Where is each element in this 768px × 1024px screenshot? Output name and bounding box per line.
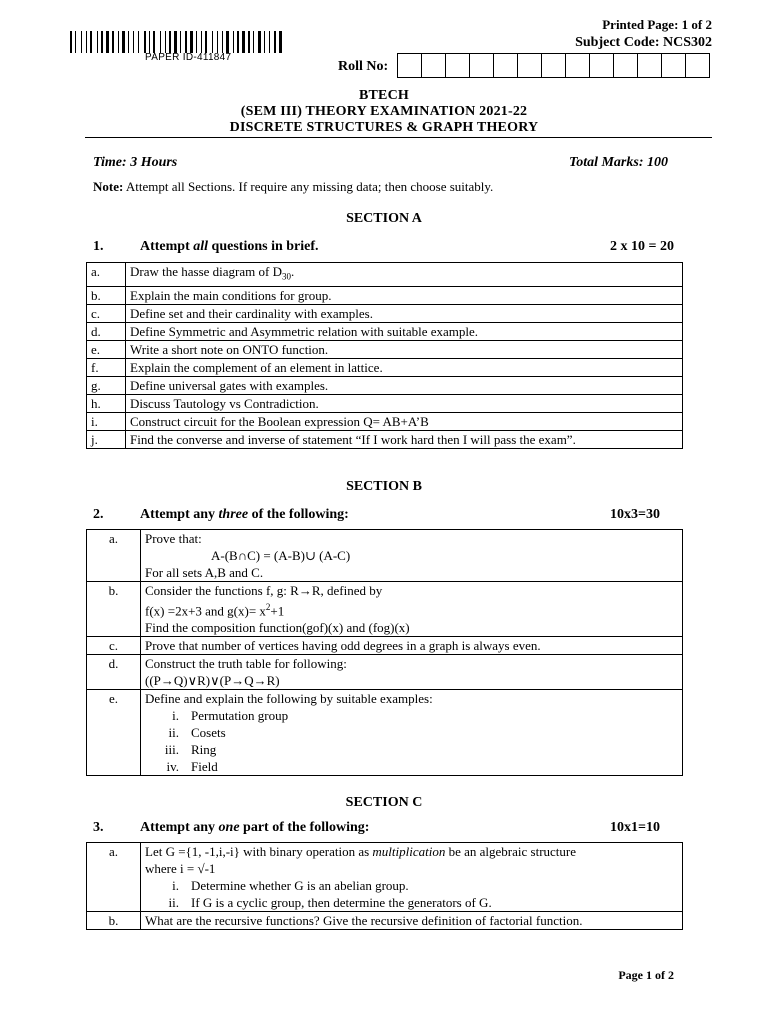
- exam-title: (SEM III) THEORY EXAMINATION 2021-22: [240, 104, 528, 119]
- printed-page: Printed Page: 1 of 2: [602, 17, 712, 32]
- question-label: c.: [87, 637, 141, 655]
- question-1-instruction: Attempt all questions in brief.: [140, 239, 319, 254]
- question-label: g.: [87, 376, 126, 394]
- question-row: [87, 340, 683, 358]
- sub-item: ii. If G is a cyclic group, then determine the generators of G.: [168, 895, 492, 910]
- question-row: [87, 263, 683, 287]
- question-label: h.: [87, 394, 126, 412]
- question-text: Construct circuit for the Boolean expression Q= AB+A’B: [126, 412, 683, 430]
- question-row: [87, 582, 683, 637]
- note: [93, 179, 493, 195]
- question-label: j.: [87, 430, 126, 448]
- question-3-number: 3.: [93, 820, 104, 835]
- question-row: [87, 358, 683, 376]
- question-text: Define Symmetric and Asymmetric relation with suitable example.: [126, 322, 683, 340]
- question-label: e.: [87, 340, 126, 358]
- sub-item: i. Permutation group: [172, 708, 289, 724]
- page-footer: Page 1 of 2: [618, 968, 674, 982]
- question-label: a.: [87, 530, 141, 582]
- question-3-marks: 10x1=10: [610, 820, 660, 835]
- title-divider: [85, 137, 712, 138]
- question-label: a.: [87, 263, 126, 287]
- question-row: [87, 690, 683, 776]
- question-text: Let G ={1, -1,i,-i} with binary operation as multiplication be an algebraic structure where i = √-1 i. Determine whether G is an abelian group. ii. If G is a cyclic group, then determine the generators of G.: [141, 843, 683, 912]
- barcode: [70, 31, 302, 53]
- question-label: b.: [87, 286, 126, 304]
- note-text: Attempt all Sections. If require any missing data; then choose suitably.: [125, 179, 494, 194]
- section-c-title: SECTION C: [345, 795, 423, 810]
- program-title: BTECH: [358, 88, 409, 103]
- sub-item: iv. Field: [166, 759, 218, 775]
- question-text: Consider the functions f, g: R→R, defined by f(x) =2x+3 and $g(x)= x^2+1$ Find the composition function(gof)(x) and (fog)(x): [141, 582, 683, 637]
- total-marks: Total Marks: 100: [568, 155, 668, 170]
- question-row: [87, 430, 683, 448]
- sub-item: iii. Ring: [164, 742, 217, 758]
- question-text: Discuss Tautology vs Contradiction.: [126, 394, 683, 412]
- question-row: [87, 412, 683, 430]
- question-text: Write a short note on ONTO function.: [126, 340, 683, 358]
- question-row: [87, 304, 683, 322]
- question-row: [87, 637, 683, 655]
- question-row: [87, 394, 683, 412]
- question-label: f.: [87, 358, 126, 376]
- question-row: [87, 376, 683, 394]
- question-text: Define universal gates with examples.: [126, 376, 683, 394]
- sub-item: ii. Cosets: [168, 725, 226, 741]
- question-text: Define and explain the following by suitable examples: i. Permutation group ii. Cosets iii. Ring iv. Field: [141, 690, 683, 776]
- question-1-marks: 2 x 10 = 20: [610, 239, 674, 254]
- question-2-instruction: Attempt any three of the following:: [140, 507, 349, 522]
- subject-code: Subject Code: NCS302: [575, 35, 712, 50]
- question-1-number: 1.: [93, 239, 104, 254]
- question-label: c.: [87, 304, 126, 322]
- section-a-title: SECTION A: [346, 211, 422, 226]
- question-label: b.: [87, 912, 141, 930]
- question-2-marks: 10x3=30: [610, 507, 660, 522]
- roll-no-boxes[interactable]: [397, 53, 710, 78]
- sub-item: i. Determine whether G is an abelian group.: [172, 878, 409, 893]
- question-label: d.: [87, 655, 141, 690]
- question-label: e.: [87, 690, 141, 776]
- note-label: Note:: [93, 179, 124, 194]
- question-text: Prove that number of vertices having odd degrees in a graph is always even.: [141, 637, 683, 655]
- question-label: d.: [87, 322, 126, 340]
- question-row: [87, 530, 683, 582]
- question-row: [87, 655, 683, 690]
- section-c-table: [86, 842, 683, 930]
- subject-title: DISCRETE STRUCTURES & GRAPH THEORY: [229, 120, 539, 135]
- question-label: b.: [87, 582, 141, 637]
- question-text: Explain the main conditions for group.: [126, 286, 683, 304]
- question-row: [87, 322, 683, 340]
- section-b-title: SECTION B: [346, 479, 422, 494]
- question-text: Find the converse and inverse of statement “If I work hard then I will pass the exam”.: [126, 430, 683, 448]
- question-row: [87, 843, 683, 912]
- question-row: [87, 912, 683, 930]
- question-text: Define set and their cardinality with examples.: [126, 304, 683, 322]
- exam-time: Time: 3 Hours: [93, 155, 178, 170]
- question-text: Prove that: A-(B∩C) = (A-B)∪ (A-C) For all sets A,B and C.: [141, 530, 683, 582]
- question-text: Draw the hasse diagram of $D_{30}$.: [126, 263, 683, 287]
- question-row: [87, 286, 683, 304]
- section-a-table: [86, 262, 683, 449]
- question-3-instruction: Attempt any one part of the following:: [140, 820, 370, 835]
- question-text: What are the recursive functions? Give the recursive definition of factorial function.: [141, 912, 683, 930]
- section-b-table: [86, 529, 683, 776]
- question-2-number: 2.: [93, 507, 104, 522]
- question-label: i.: [87, 412, 126, 430]
- roll-no-label: Roll No:: [338, 59, 389, 74]
- paper-id: PAPER ID-411847: [145, 52, 232, 63]
- question-label: a.: [87, 843, 141, 912]
- question-text: Construct the truth table for following: ((P→Q)∨R)∨(P→Q→R): [141, 655, 683, 690]
- question-text: Explain the complement of an element in lattice.: [126, 358, 683, 376]
